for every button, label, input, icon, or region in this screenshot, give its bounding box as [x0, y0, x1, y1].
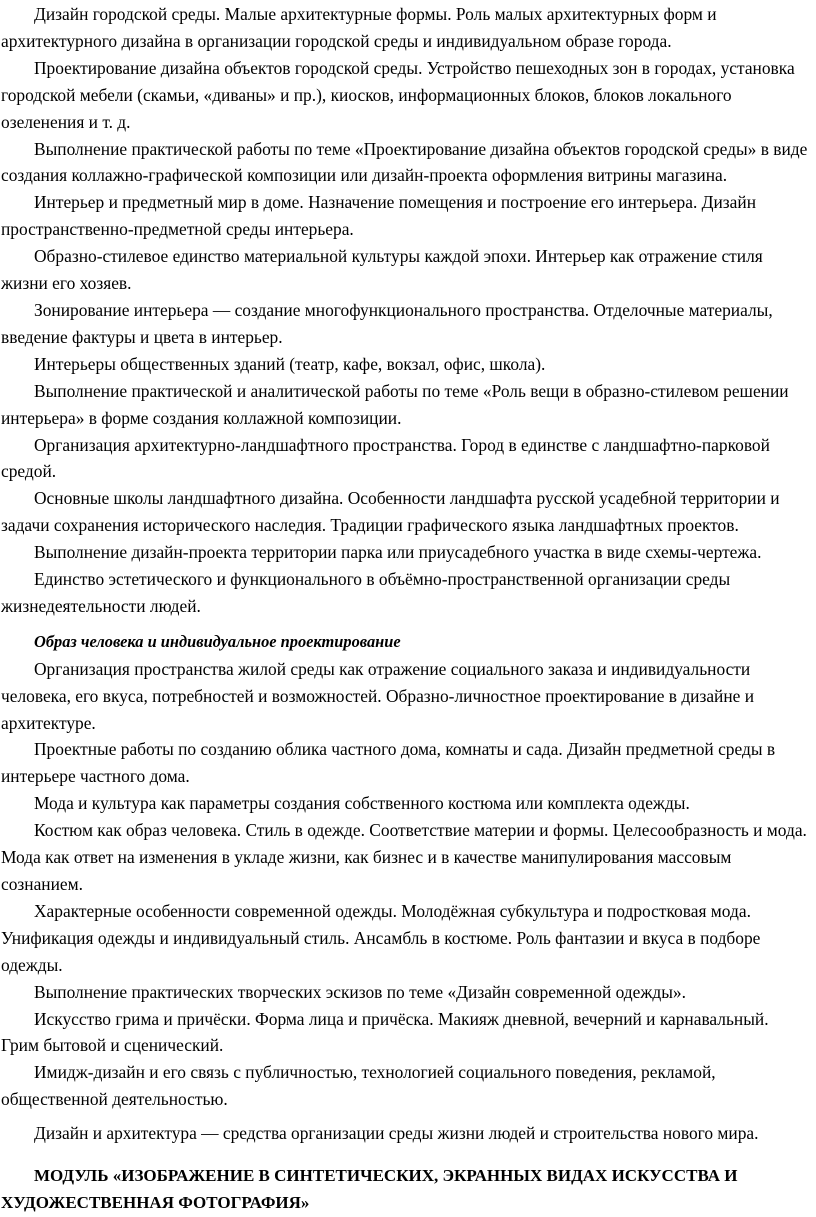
- paragraph: Дизайн городской среды. Малые архитектурные формы. Роль малых архитектурных форм и архитектурного дизайна в организации городской среды и индивидуальном образе города.: [1, 4, 717, 51]
- paragraph: Проектные работы по созданию облика частного дома, комнаты и сада. Дизайн предметной среды в интерьере частного дома.: [1, 739, 776, 787]
- paragraph: Единство эстетического и функционального в объёмно-пространственной организации среды жизнедеятельности людей.: [1, 569, 731, 616]
- paragraph: Костюм как образ человека. Стиль в одежде. Соответствие материи и формы. Целесообразность и мода. Мода как ответ на изменения в укладе жизни, как бизнес и в качестве манипулирования массовым сознанием.: [1, 820, 807, 894]
- paragraph: Интерьеры общественных зданий (театр, кафе, вокзал, офис, школа).: [34, 353, 546, 374]
- paragraph: Образно-стилевое единство материальной культуры каждой эпохи. Интерьер как отражение стиля жизни его хозяев.: [1, 246, 763, 294]
- paragraph: Организация архитектурно-ландшафтного пространства. Город в единстве с ландшафтно-парковой средой.: [1, 434, 770, 482]
- paragraph: Проектирование дизайна объектов городской среды. Устройство пешеходных зон в городах, установка городской мебели (скамьи, «диваны» и пр.), киосков, информационных блоков, блоков локального озеленения и т. д.: [1, 57, 795, 132]
- paragraph: Выполнение практической работы по теме «Проектирование дизайна объектов городской среды» в виде создания коллажно-графической композиции или дизайн-проекта оформления витрины магазина.: [1, 138, 808, 186]
- paragraph-group-personal-design: [1, 656, 810, 1113]
- paragraph: Выполнение практических творческих эскизов по теме «Дизайн современной одежды».: [34, 981, 686, 1002]
- closing-paragraph: Дизайн и архитектура — средства организации среды жизни людей и строительства нового мира.: [34, 1123, 759, 1144]
- section-heading: Образ человека и индивидуальное проектирование: [34, 631, 401, 651]
- paragraph: Организация пространства жилой среды как отражение социального заказа и индивидуальности человека, его вкуса, потребностей и возможностей. Образно-личностное проектирование в дизайне и архитектуре.: [1, 658, 755, 733]
- paragraph: Характерные особенности современной одежды. Молодёжная субкультура и подростковая мода. Унификация одежды и индивидуальный стиль. Ансамбль в костюме. Роль фантазии и вкуса в подборе одежды.: [1, 900, 761, 975]
- paragraph: Зонирование интерьера — создание многофункционального пространства. Отделочные материалы, введение фактуры и цвета в интерьер.: [1, 299, 773, 347]
- paragraph: Интерьер и предметный мир в доме. Назначение помещения и построение его интерьера. Дизайн пространственно-предметной среды интерьера.: [1, 192, 757, 240]
- paragraph: Основные школы ландшафтного дизайна. Особенности ландшафта русской усадебной территории и задачи сохранения исторического наследия. Традиции графического языка ландшафтных проектов.: [1, 488, 780, 536]
- module-heading: МОДУЛЬ «ИЗОБРАЖЕНИЕ В СИНТЕТИЧЕСКИХ, ЭКРАННЫХ ВИДАХ ИСКУССТВА И ХУДОЖЕСТВЕННАЯ ФОТОГРАФИЯ»: [1, 1166, 738, 1212]
- paragraph-group-urban-interior: [1, 1, 810, 620]
- paragraph: Искусство грима и причёски. Форма лица и причёска. Макияж дневной, вечерний и карнавальный. Грим бытовой и сценический.: [1, 1008, 769, 1056]
- paragraph: Выполнение практической и аналитической работы по теме «Роль вещи в образно-стилевом решении интерьера» в форме создания коллажной композиции.: [1, 380, 789, 428]
- paragraph: Выполнение дизайн-проекта территории парка или приусадебного участка в виде схемы-чертежа.: [34, 542, 762, 563]
- paragraph: Мода и культура как параметры создания собственного костюма или комплекта одежды.: [34, 793, 690, 814]
- paragraph: Имидж-дизайн и его связь с публичностью, технологией социального поведения, рекламой, общественной деятельностью.: [1, 1062, 716, 1110]
